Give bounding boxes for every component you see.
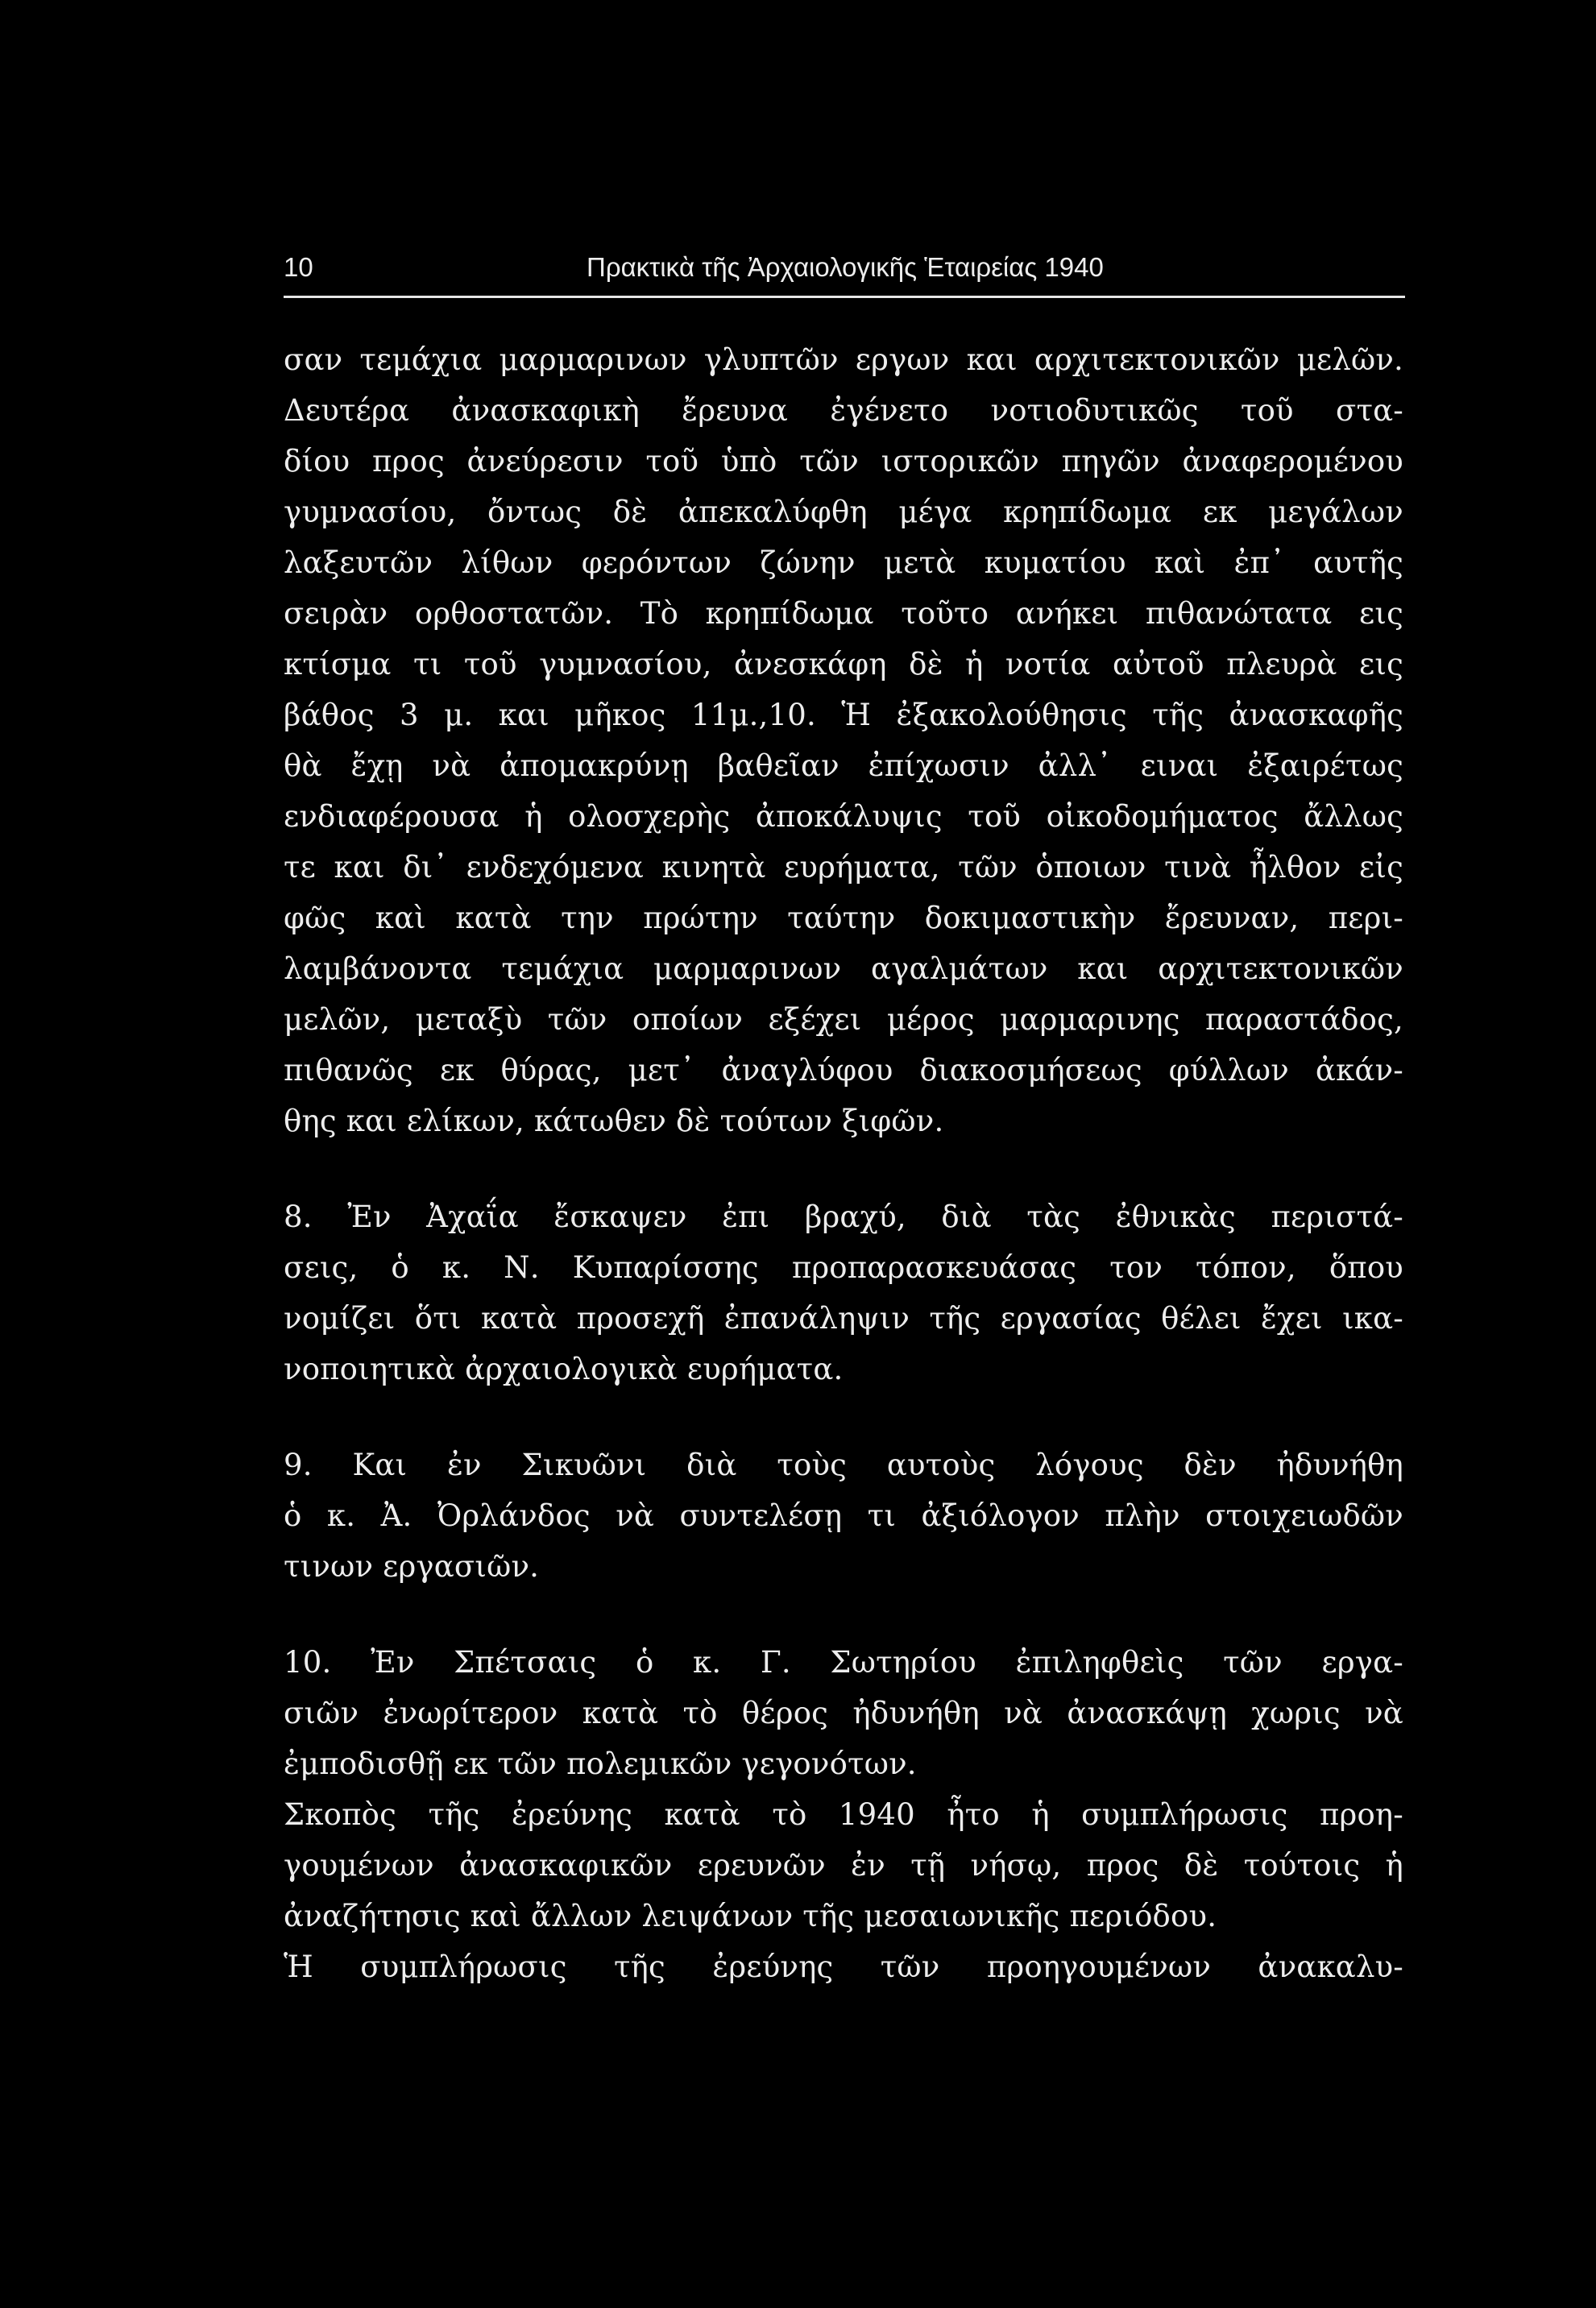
body-text (284, 334, 1403, 1992)
text-line: τινων εργασιῶν. (284, 1549, 540, 1584)
text-line: ἀναζήτησις καὶ ἄλλων λειψάνων τῆς μεσαιωνικῆς περιόδου. (284, 1899, 1217, 1933)
text-line: νοποιητικὰ ἀρχαιολογικὰ ευρήματα. (284, 1352, 844, 1386)
text-line: κτίσμα τι τοῦ γυμνασίου, ἀνεσκάφη δὲ ἡ νοτία αὐτοῦ πλευρὰ εις (284, 647, 1403, 682)
text-line: θης και ελίκων, κάτωθεν δὲ τούτων ξιφῶν. (284, 1104, 944, 1138)
text-line: θὰ ἔχῃ νὰ ἀπομακρύνῃ βαθεῖαν ἐπίχωσιν ἀλλ᾽ ειναι ἐξαιρέτως (284, 748, 1403, 783)
page-header (284, 251, 1405, 284)
paragraph-gap (284, 1592, 1403, 1637)
text-line: 9. Και ἐν Σικυῶνι διὰ τοὺς αυτοὺς λόγους δὲν ἠδυνήθη (284, 1448, 1403, 1482)
paragraph-gap (284, 1146, 1403, 1191)
text-line: σειρὰν ορθοστατῶν. Τὸ κρηπίδωμα τοῦτο ανήκει πιθανώτατα εις (284, 596, 1403, 631)
text-line: πιθανῶς εκ θύρας, μετ᾽ ἀναγλύφου διακοσμήσεως φύλλων ἀκάν- (284, 1053, 1403, 1088)
text-line: λαμβάνοντα τεμάχια μαρμαρινων αγαλμάτων και αρχιτεκτονικῶν (284, 951, 1403, 986)
text-line: δίου προς ἀνεύρεσιν τοῦ ὑπὸ τῶν ιστορικῶν πηγῶν ἀναφερομένου (284, 444, 1403, 479)
text-line: ἐμποδισθῇ εκ τῶν πολεμικῶν γεγονότων. (284, 1747, 917, 1781)
text-line: σιῶν ἐνωρίτερον κατὰ τὸ θέρος ἠδυνήθη νὰ ἀνασκάψῃ χωρις νὰ (284, 1696, 1403, 1730)
paragraph-gap (284, 1394, 1403, 1440)
text-line: 10. Ἐν Σπέτσαις ὁ κ. Γ. Σωτηρίου ἐπιληφθεὶς τῶν εργα- (284, 1645, 1403, 1680)
text-line: βάθος 3 μ. και μῆκος 11μ.,10. Ἡ ἐξακολούθησις τῆς ἀνασκαφῆς (284, 698, 1403, 732)
page-number: 10 (284, 252, 313, 282)
text-line: σαν τεμάχια μαρμαρινων γλυπτῶν εργων και αρχιτεκτονικῶν μελῶν. (284, 342, 1403, 377)
text-line: Σκοπὸς τῆς ἐρεύνης κατὰ τὸ 1940 ἦτο ἡ συμπλήρωσις προη- (284, 1797, 1403, 1832)
running-title: Πρακτικὰ τῆς Ἀρχαιολογικῆς Ἑταιρείας 1940 (587, 252, 1104, 282)
text-line: μελῶν, μεταξὺ τῶν οποίων εξέχει μέρος μαρμαρινης παραστάδος, (284, 1002, 1403, 1037)
text-line: γυμνασίου, ὄντως δὲ ἀπεκαλύφθη μέγα κρηπίδωμα εκ μεγάλων (284, 495, 1403, 529)
text-line: ὁ κ. Ἀ. Ὀρλάνδος νὰ συντελέσῃ τι ἀξιόλογον πλὴν στοιχειωδῶν (284, 1498, 1403, 1533)
text-line: ενδιαφέρουσα ἡ ολοσχερὴς ἀποκάλυψις τοῦ οἰκοδομήματος ἄλλως (284, 799, 1403, 834)
text-line: φῶς καὶ κατὰ την πρώτην ταύτην δοκιμαστικὴν ἔρευναν, περι- (284, 901, 1403, 935)
text-line: τε και δι᾽ ενδεχόμενα κινητὰ ευρήματα, τῶν ὁποιων τινὰ ἦλθον εἰς (284, 850, 1403, 885)
header-divider (284, 296, 1405, 298)
text-line: γουμένων ἀνασκαφικῶν ερευνῶν ἐν τῇ νήσῳ, προς δὲ τούτοις ἡ (284, 1848, 1403, 1883)
text-line: Ἡ συμπλήρωσις τῆς ἐρεύνης τῶν προηγουμένων ἀνακαλυ- (284, 1950, 1403, 1984)
text-line: λαξευτῶν λίθων φερόντων ζώνην μετὰ κυματίου καὶ ἐπ᾽ αυτῆς (284, 545, 1403, 580)
text-line: Δευτέρα ἀνασκαφικὴ ἔρευνα ἐγένετο νοτιοδυτικῶς τοῦ στα- (284, 393, 1403, 428)
text-line: 8. Ἐν Ἀχαΐα ἔσκαψεν ἐπι βραχύ, διὰ τὰς ἐθνικὰς περιστά- (284, 1200, 1403, 1234)
text-line: νομίζει ὅτι κατὰ προσεχῆ ἐπανάληψιν τῆς εργασίας θέλει ἔχει ικα- (284, 1301, 1403, 1336)
text-line: σεις, ὁ κ. Ν. Κυπαρίσσης προπαρασκευάσας τον τόπον, ὅπου (284, 1250, 1403, 1285)
